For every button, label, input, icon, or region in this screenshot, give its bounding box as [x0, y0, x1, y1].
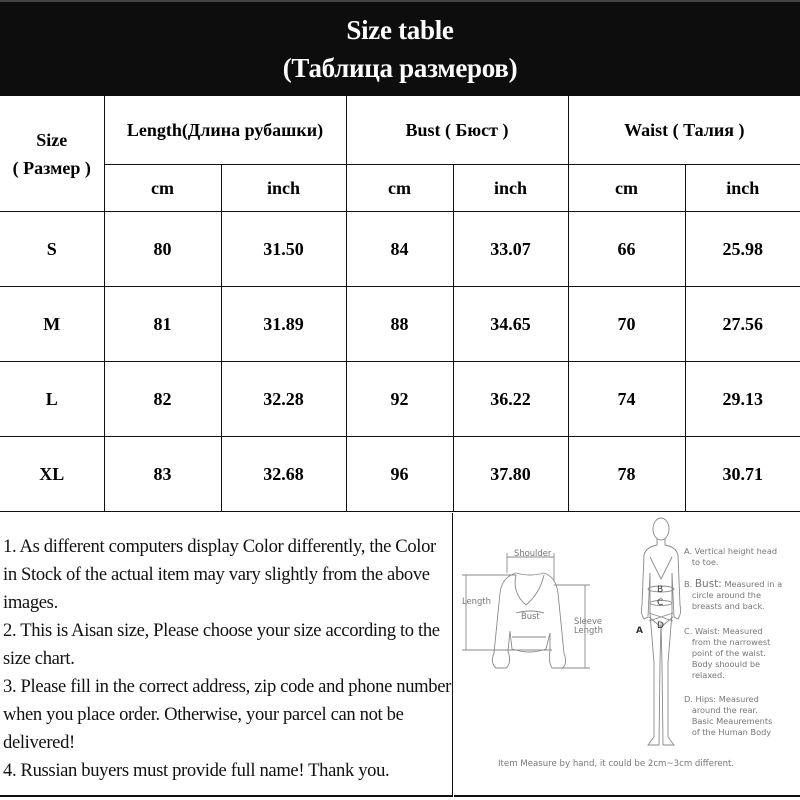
table-row [0, 212, 800, 287]
measurement-footnote: Item Measure by hand, it could be 2cm~3cm different. [498, 759, 735, 769]
length-inch-cell: 31.50 [221, 212, 346, 287]
bust-cm-cell: 96 [346, 437, 453, 512]
waist-inch-cell: 25.98 [685, 212, 800, 287]
page-subtitle: (Таблица размеров) [282, 53, 518, 83]
bottom-section [0, 513, 800, 800]
table-row [0, 362, 800, 437]
table-row [0, 287, 800, 362]
waist-cm-cell: 70 [568, 287, 685, 362]
length-cm-header: cm [104, 165, 221, 212]
size-cell: L [0, 362, 104, 437]
size-header-en: Size [36, 129, 68, 150]
sleeve-label-2: Length [574, 625, 603, 635]
sleeve-label-1: Sleeve [574, 616, 603, 626]
length-inch-cell: 32.28 [221, 362, 346, 437]
table-header-row [0, 96, 800, 165]
waist-inch-header: inch [685, 165, 800, 212]
marker-b: B [657, 585, 664, 595]
waist-cm-cell: 74 [568, 362, 685, 437]
size-table-header [0, 0, 800, 96]
bust-cm-cell: 88 [346, 287, 453, 362]
size-cell: XL [0, 437, 104, 512]
bust-cm-cell: 84 [346, 212, 453, 287]
length-inch-cell: 32.68 [221, 437, 346, 512]
waist-cm-cell: 78 [568, 437, 685, 512]
marker-d: D [657, 621, 664, 631]
table-row [0, 437, 800, 512]
waist-cm-cell: 66 [568, 212, 685, 287]
legend-b: B. Bust: Measured in a circle around the breasts and back. [684, 578, 783, 611]
page-title: Size table [346, 15, 454, 45]
length-cm-cell: 80 [104, 212, 221, 287]
size-column-header [0, 96, 104, 212]
note-item: 3. Please fill in the correct address, zip code and phone number when you place order. Otherwise, your parcel can not be delivered! [3, 676, 451, 753]
waist-inch-cell: 30.71 [685, 437, 800, 512]
bust-inch-cell: 37.80 [453, 437, 568, 512]
note-item: 1. As different computers display Color differently, the Color in Stock of the actual item may vary slightly from the above images. [3, 536, 436, 613]
bust-inch-cell: 33.07 [453, 212, 568, 287]
size-cell: M [0, 287, 104, 362]
size-cell: S [0, 212, 104, 287]
length-cm-cell: 81 [104, 287, 221, 362]
bust-inch-header: inch [453, 165, 568, 212]
length-group-header: Length(Длина рубашки) [104, 96, 346, 165]
bust-cm-header: cm [346, 165, 453, 212]
notes-box [0, 513, 453, 797]
bust-inch-cell: 36.22 [453, 362, 568, 437]
marker-a: A [636, 626, 643, 636]
shoulder-label: Shoulder [514, 548, 552, 558]
bust-label: Bust [521, 611, 540, 621]
legend-c: C. Waist: Measured from the narrowest point of the waist. Body shoould be relaxed. [684, 626, 771, 680]
length-cm-cell: 83 [104, 437, 221, 512]
length-inch-header: inch [221, 165, 346, 212]
bust-cm-cell: 92 [346, 362, 453, 437]
marker-c: C [657, 598, 664, 608]
legend-d: D. Hips: Measured around the rear. Basic Meaurements of the Human Body [684, 694, 773, 737]
legend-a: A. Vertical height head to toe. [684, 546, 778, 567]
waist-group-header: Waist ( Талия ) [568, 96, 800, 165]
bust-group-header: Bust ( Бюст ) [346, 96, 568, 165]
units-header-row [0, 165, 800, 212]
length-inch-cell: 31.89 [221, 287, 346, 362]
note-item: 4. Russian buyers must provide full name! Thank you. [3, 760, 390, 781]
measurement-diagram [454, 513, 800, 797]
bust-inch-cell: 34.65 [453, 287, 568, 362]
length-cm-cell: 82 [104, 362, 221, 437]
waist-inch-cell: 29.13 [685, 362, 800, 437]
waist-cm-header: cm [568, 165, 685, 212]
note-item: 2. This is Aisan size, Please choose your size according to the size chart. [3, 620, 440, 669]
waist-inch-cell: 27.56 [685, 287, 800, 362]
size-table [0, 96, 800, 512]
length-label: Length [462, 596, 491, 606]
size-header-ru: ( Размер ) [12, 157, 91, 178]
